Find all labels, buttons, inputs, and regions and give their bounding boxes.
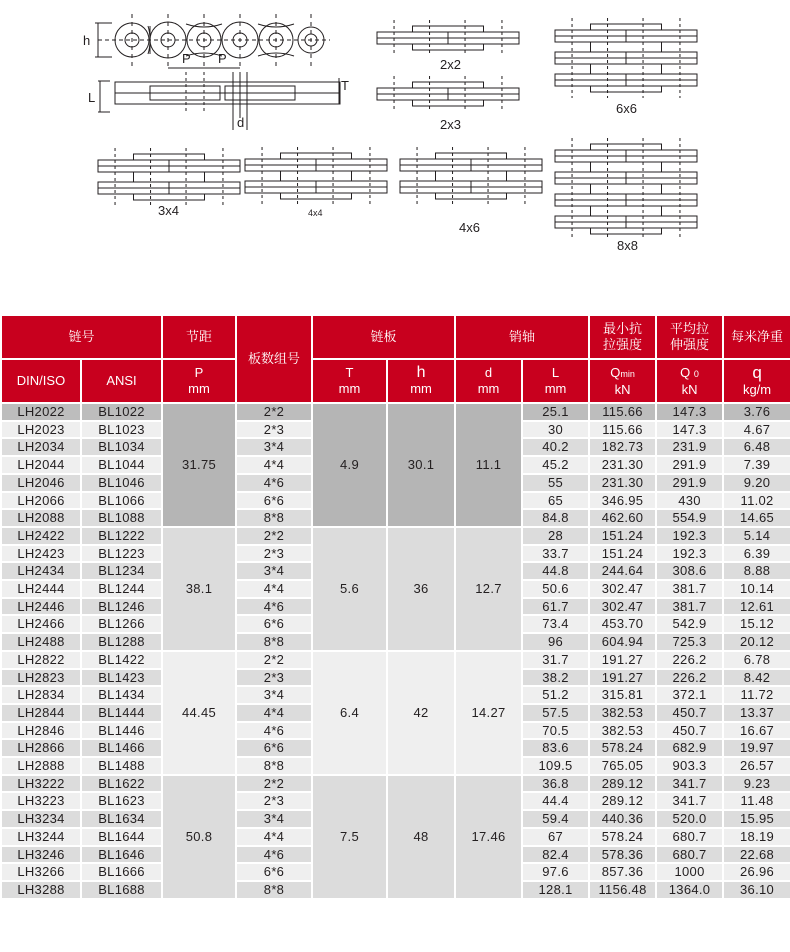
cell-qmin: 244.64 xyxy=(589,562,656,580)
config-label-2x2: 2x2 xyxy=(440,57,461,72)
label-h: h xyxy=(83,33,91,48)
cell-q: 11.48 xyxy=(723,792,790,810)
cell-plate-group: 2*2 xyxy=(236,527,312,545)
cell-qmin: 578.24 xyxy=(589,828,656,846)
cell-d: 17.46 xyxy=(455,775,522,899)
cell-l: 109.5 xyxy=(522,757,589,775)
cell-q0: 903.3 xyxy=(656,757,723,775)
config-label-2x3: 2x3 xyxy=(440,117,461,132)
cell-plate-group: 4*6 xyxy=(236,846,312,864)
cell-ansi: BL1623 xyxy=(81,792,162,810)
label-t: T xyxy=(341,78,349,93)
cell-ansi: BL1646 xyxy=(81,846,162,864)
cell-q0: 1000 xyxy=(656,863,723,881)
config-label-4x4: 4x4 xyxy=(308,208,323,218)
cell-qmin: 231.30 xyxy=(589,474,656,492)
chain-spec-table xyxy=(0,314,790,900)
cell-d: 12.7 xyxy=(455,527,522,651)
cell-pitch: 50.8 xyxy=(162,775,236,899)
cell-ansi: BL1488 xyxy=(81,757,162,775)
cell-q0: 291.9 xyxy=(656,456,723,474)
cell-l: 36.8 xyxy=(522,775,589,793)
cell-q0: 308.6 xyxy=(656,562,723,580)
symbol-h: h xyxy=(416,364,426,381)
cell-q: 26.57 xyxy=(723,757,790,775)
cell-l: 65 xyxy=(522,492,589,510)
cell-din-iso: LH2046 xyxy=(1,474,81,492)
cell-pitch: 44.45 xyxy=(162,651,236,775)
unit-l: mm xyxy=(544,381,567,396)
cell-q0: 542.9 xyxy=(656,615,723,633)
cell-l: 57.5 xyxy=(522,704,589,722)
cell-q0: 226.2 xyxy=(656,669,723,687)
unit-d: mm xyxy=(477,381,500,396)
cell-ansi: BL1446 xyxy=(81,722,162,740)
cell-q0: 680.7 xyxy=(656,846,723,864)
table-row xyxy=(1,527,790,545)
cell-din-iso: LH3246 xyxy=(1,846,81,864)
cell-t: 5.6 xyxy=(312,527,387,651)
chain-drawings xyxy=(0,0,790,300)
table-body xyxy=(1,403,790,899)
cell-plate-group: 3*4 xyxy=(236,438,312,456)
cell-h: 36 xyxy=(387,527,455,651)
cell-qmin: 191.27 xyxy=(589,669,656,687)
header-q-unit xyxy=(723,359,790,403)
label-l: L xyxy=(88,90,96,105)
unit-q: kg/m xyxy=(742,381,772,397)
cell-q0: 430 xyxy=(656,492,723,510)
cell-q: 20.12 xyxy=(723,633,790,651)
chain-diagrams xyxy=(0,0,790,300)
cell-qmin: 315.81 xyxy=(589,686,656,704)
cell-q: 36.10 xyxy=(723,881,790,899)
cell-qmin: 289.12 xyxy=(589,792,656,810)
cell-qmin: 765.05 xyxy=(589,757,656,775)
cell-plate-group: 2*3 xyxy=(236,421,312,439)
cell-q0: 680.7 xyxy=(656,828,723,846)
cell-din-iso: LH2022 xyxy=(1,403,81,421)
cell-q0: 1364.0 xyxy=(656,881,723,899)
cell-l: 28 xyxy=(522,527,589,545)
cell-l: 55 xyxy=(522,474,589,492)
header-avg-tensile-text: 平均拉伸强度 xyxy=(670,321,710,352)
cell-q: 10.14 xyxy=(723,580,790,598)
cell-q0: 450.7 xyxy=(656,704,723,722)
symbol-d: d xyxy=(484,365,493,380)
config-label-3x4: 3x4 xyxy=(158,203,179,218)
cell-q0: 450.7 xyxy=(656,722,723,740)
cell-l: 128.1 xyxy=(522,881,589,899)
cell-din-iso: LH2066 xyxy=(1,492,81,510)
cell-t: 6.4 xyxy=(312,651,387,775)
cell-t: 7.5 xyxy=(312,775,387,899)
cell-l: 40.2 xyxy=(522,438,589,456)
symbol-t: T xyxy=(345,365,354,380)
cell-q0: 147.3 xyxy=(656,403,723,421)
symbol-q0: Q xyxy=(680,364,691,380)
cell-din-iso: LH2023 xyxy=(1,421,81,439)
cell-qmin: 289.12 xyxy=(589,775,656,793)
table-row xyxy=(1,403,790,421)
cell-l: 50.6 xyxy=(522,580,589,598)
cell-din-iso: LH2434 xyxy=(1,562,81,580)
cell-q0: 147.3 xyxy=(656,421,723,439)
cell-ansi: BL1046 xyxy=(81,474,162,492)
label-d: d xyxy=(237,115,245,130)
cell-ansi: BL1023 xyxy=(81,421,162,439)
cell-q: 8.88 xyxy=(723,562,790,580)
cell-qmin: 151.24 xyxy=(589,527,656,545)
cell-q0: 381.7 xyxy=(656,598,723,616)
cell-q: 22.68 xyxy=(723,846,790,864)
cell-plate-group: 6*6 xyxy=(236,739,312,757)
cell-din-iso: LH2423 xyxy=(1,545,81,563)
cell-ansi: BL1688 xyxy=(81,881,162,899)
cell-ansi: BL1666 xyxy=(81,863,162,881)
cell-din-iso: LH2488 xyxy=(1,633,81,651)
cell-din-iso: LH3244 xyxy=(1,828,81,846)
header-din-iso: DIN/ISO xyxy=(1,359,81,403)
cell-ansi: BL1066 xyxy=(81,492,162,510)
cell-q0: 192.3 xyxy=(656,527,723,545)
header-l-unit xyxy=(522,359,589,403)
cell-plate-group: 8*8 xyxy=(236,633,312,651)
cell-plate-group: 2*2 xyxy=(236,775,312,793)
cell-q0: 725.3 xyxy=(656,633,723,651)
cell-ansi: BL1244 xyxy=(81,580,162,598)
cell-l: 59.4 xyxy=(522,810,589,828)
cell-l: 96 xyxy=(522,633,589,651)
cell-qmin: 578.36 xyxy=(589,846,656,864)
cell-l: 38.2 xyxy=(522,669,589,687)
cell-ansi: BL1234 xyxy=(81,562,162,580)
header-chain-no: 链号 xyxy=(1,315,162,359)
cell-l: 44.4 xyxy=(522,792,589,810)
cell-din-iso: LH2466 xyxy=(1,615,81,633)
header-weight: 每米净重 xyxy=(723,315,790,359)
cell-plate-group: 4*4 xyxy=(236,828,312,846)
cell-plate-group: 3*4 xyxy=(236,562,312,580)
cell-plate-group: 2*3 xyxy=(236,792,312,810)
cell-plate-group: 8*8 xyxy=(236,509,312,527)
cell-din-iso: LH2446 xyxy=(1,598,81,616)
cell-ansi: BL1622 xyxy=(81,775,162,793)
cell-ansi: BL1423 xyxy=(81,669,162,687)
config-label-8x8: 8x8 xyxy=(617,238,638,253)
cell-ansi: BL1223 xyxy=(81,545,162,563)
cell-plate-group: 3*4 xyxy=(236,810,312,828)
cell-pitch: 38.1 xyxy=(162,527,236,651)
cell-q: 6.48 xyxy=(723,438,790,456)
cell-q: 4.67 xyxy=(723,421,790,439)
cell-din-iso: LH2822 xyxy=(1,651,81,669)
cell-q: 8.42 xyxy=(723,669,790,687)
cell-plate-group: 4*4 xyxy=(236,704,312,722)
symbol-p: P xyxy=(194,365,204,380)
header-pitch: 节距 xyxy=(162,315,236,359)
cell-qmin: 382.53 xyxy=(589,722,656,740)
config-label-6x6: 6x6 xyxy=(616,101,637,116)
cell-l: 83.6 xyxy=(522,739,589,757)
cell-q0: 520.0 xyxy=(656,810,723,828)
cell-ansi: BL1288 xyxy=(81,633,162,651)
header-pin: 销轴 xyxy=(455,315,589,359)
cell-q: 3.76 xyxy=(723,403,790,421)
header-ansi: ANSI xyxy=(81,359,162,403)
cell-plate-group: 4*6 xyxy=(236,474,312,492)
cell-plate-group: 2*2 xyxy=(236,651,312,669)
cell-ansi: BL1266 xyxy=(81,615,162,633)
cell-q: 14.65 xyxy=(723,509,790,527)
cell-din-iso: LH2034 xyxy=(1,438,81,456)
cell-qmin: 453.70 xyxy=(589,615,656,633)
header-min-tensile-text: 最小抗拉强度 xyxy=(603,321,643,352)
cell-din-iso: LH3234 xyxy=(1,810,81,828)
cell-plate-group: 8*8 xyxy=(236,881,312,899)
unit-h: mm xyxy=(410,381,432,396)
cell-q0: 291.9 xyxy=(656,474,723,492)
cell-din-iso: LH2088 xyxy=(1,509,81,527)
cell-din-iso: LH2888 xyxy=(1,757,81,775)
cell-l: 31.7 xyxy=(522,651,589,669)
cell-q: 15.12 xyxy=(723,615,790,633)
header-qmin-unit xyxy=(589,359,656,403)
single-strand-chain-diagram xyxy=(95,14,340,130)
header-plate: 链板 xyxy=(312,315,455,359)
cell-q: 18.19 xyxy=(723,828,790,846)
cell-din-iso: LH3266 xyxy=(1,863,81,881)
cell-plate-group: 4*4 xyxy=(236,456,312,474)
cell-ansi: BL1466 xyxy=(81,739,162,757)
cell-q0: 341.7 xyxy=(656,775,723,793)
cell-h: 48 xyxy=(387,775,455,899)
header-h-unit xyxy=(387,359,455,403)
cell-plate-group: 2*3 xyxy=(236,669,312,687)
cell-ansi: BL1022 xyxy=(81,403,162,421)
cell-q: 19.97 xyxy=(723,739,790,757)
unit-p: mm xyxy=(188,381,210,396)
cell-din-iso: LH3222 xyxy=(1,775,81,793)
cell-ansi: BL1222 xyxy=(81,527,162,545)
cell-din-iso: LH3288 xyxy=(1,881,81,899)
cell-d: 14.27 xyxy=(455,651,522,775)
unit-t: mm xyxy=(338,381,361,396)
cell-din-iso: LH3223 xyxy=(1,792,81,810)
cell-qmin: 604.94 xyxy=(589,633,656,651)
cell-q: 6.39 xyxy=(723,545,790,563)
cell-q: 9.23 xyxy=(723,775,790,793)
cell-ansi: BL1644 xyxy=(81,828,162,846)
cell-din-iso: LH2444 xyxy=(1,580,81,598)
cell-qmin: 231.30 xyxy=(589,456,656,474)
cell-din-iso: LH2834 xyxy=(1,686,81,704)
cell-l: 30 xyxy=(522,421,589,439)
cell-l: 73.4 xyxy=(522,615,589,633)
cell-qmin: 182.73 xyxy=(589,438,656,456)
cell-qmin: 578.24 xyxy=(589,739,656,757)
cell-l: 82.4 xyxy=(522,846,589,864)
cell-qmin: 115.66 xyxy=(589,403,656,421)
cell-q: 5.14 xyxy=(723,527,790,545)
cell-l: 97.6 xyxy=(522,863,589,881)
cell-l: 84.8 xyxy=(522,509,589,527)
cell-qmin: 346.95 xyxy=(589,492,656,510)
cell-plate-group: 6*6 xyxy=(236,492,312,510)
cell-q: 15.95 xyxy=(723,810,790,828)
unit-qmin: kN xyxy=(614,381,631,397)
table-row xyxy=(1,651,790,669)
cell-qmin: 382.53 xyxy=(589,704,656,722)
header-p-unit xyxy=(162,359,236,403)
cell-q0: 372.1 xyxy=(656,686,723,704)
cell-q0: 554.9 xyxy=(656,509,723,527)
cell-q0: 341.7 xyxy=(656,792,723,810)
header-t-unit xyxy=(312,359,387,403)
cell-q: 11.72 xyxy=(723,686,790,704)
cell-d: 11.1 xyxy=(455,403,522,527)
config-label-4x6: 4x6 xyxy=(459,220,480,235)
cell-ansi: BL1444 xyxy=(81,704,162,722)
cell-q: 16.67 xyxy=(723,722,790,740)
header-plate-group: 板数组号 xyxy=(236,315,312,403)
cell-q: 12.61 xyxy=(723,598,790,616)
cell-q: 13.37 xyxy=(723,704,790,722)
cell-plate-group: 2*3 xyxy=(236,545,312,563)
header-d-unit xyxy=(455,359,522,403)
cell-qmin: 302.47 xyxy=(589,598,656,616)
cell-ansi: BL1034 xyxy=(81,438,162,456)
cell-din-iso: LH2846 xyxy=(1,722,81,740)
cell-din-iso: LH2823 xyxy=(1,669,81,687)
cell-qmin: 115.66 xyxy=(589,421,656,439)
cell-plate-group: 8*8 xyxy=(236,757,312,775)
cell-q0: 192.3 xyxy=(656,545,723,563)
cell-qmin: 857.36 xyxy=(589,863,656,881)
cell-plate-group: 6*6 xyxy=(236,863,312,881)
cell-q: 26.96 xyxy=(723,863,790,881)
cell-q0: 682.9 xyxy=(656,739,723,757)
cell-din-iso: LH2422 xyxy=(1,527,81,545)
cell-plate-group: 6*6 xyxy=(236,615,312,633)
cell-qmin: 462.60 xyxy=(589,509,656,527)
cell-plate-group: 4*6 xyxy=(236,598,312,616)
symbol-q0-sub: 0 xyxy=(693,368,699,379)
cell-q: 11.02 xyxy=(723,492,790,510)
header-avg-tensile xyxy=(656,315,723,359)
chain-side-view xyxy=(95,14,330,68)
symbol-qmin: Q xyxy=(610,364,621,380)
cell-q: 6.78 xyxy=(723,651,790,669)
cell-q: 9.20 xyxy=(723,474,790,492)
header-q0-unit xyxy=(656,359,723,403)
cell-plate-group: 4*4 xyxy=(236,580,312,598)
unit-q0: kN xyxy=(681,381,698,397)
cell-din-iso: LH2866 xyxy=(1,739,81,757)
cell-ansi: BL1422 xyxy=(81,651,162,669)
table-row xyxy=(1,775,790,793)
cell-qmin: 302.47 xyxy=(589,580,656,598)
cell-qmin: 1156.48 xyxy=(589,881,656,899)
symbol-qmin-sub: min xyxy=(620,368,635,379)
cell-l: 45.2 xyxy=(522,456,589,474)
chain-top-view xyxy=(98,72,340,130)
label-p1: P xyxy=(182,51,191,66)
cell-q0: 226.2 xyxy=(656,651,723,669)
cell-ansi: BL1634 xyxy=(81,810,162,828)
cell-l: 25.1 xyxy=(522,403,589,421)
cell-h: 42 xyxy=(387,651,455,775)
cell-ansi: BL1434 xyxy=(81,686,162,704)
cell-qmin: 440.36 xyxy=(589,810,656,828)
cell-t: 4.9 xyxy=(312,403,387,527)
symbol-l: L xyxy=(551,365,560,380)
cell-l: 33.7 xyxy=(522,545,589,563)
header-min-tensile xyxy=(589,315,656,359)
cell-plate-group: 4*6 xyxy=(236,722,312,740)
cell-h: 30.1 xyxy=(387,403,455,527)
cell-qmin: 151.24 xyxy=(589,545,656,563)
cell-qmin: 191.27 xyxy=(589,651,656,669)
symbol-q: q xyxy=(752,362,762,382)
cell-q0: 381.7 xyxy=(656,580,723,598)
cell-din-iso: LH2844 xyxy=(1,704,81,722)
cell-din-iso: LH2044 xyxy=(1,456,81,474)
cell-plate-group: 3*4 xyxy=(236,686,312,704)
cell-l: 70.5 xyxy=(522,722,589,740)
cell-l: 44.8 xyxy=(522,562,589,580)
cell-l: 67 xyxy=(522,828,589,846)
label-p2: P xyxy=(218,51,227,66)
cell-ansi: BL1246 xyxy=(81,598,162,616)
cell-pitch: 31.75 xyxy=(162,403,236,527)
cell-l: 51.2 xyxy=(522,686,589,704)
cell-q0: 231.9 xyxy=(656,438,723,456)
cell-ansi: BL1044 xyxy=(81,456,162,474)
cell-ansi: BL1088 xyxy=(81,509,162,527)
cell-plate-group: 2*2 xyxy=(236,403,312,421)
cell-q: 7.39 xyxy=(723,456,790,474)
cell-l: 61.7 xyxy=(522,598,589,616)
